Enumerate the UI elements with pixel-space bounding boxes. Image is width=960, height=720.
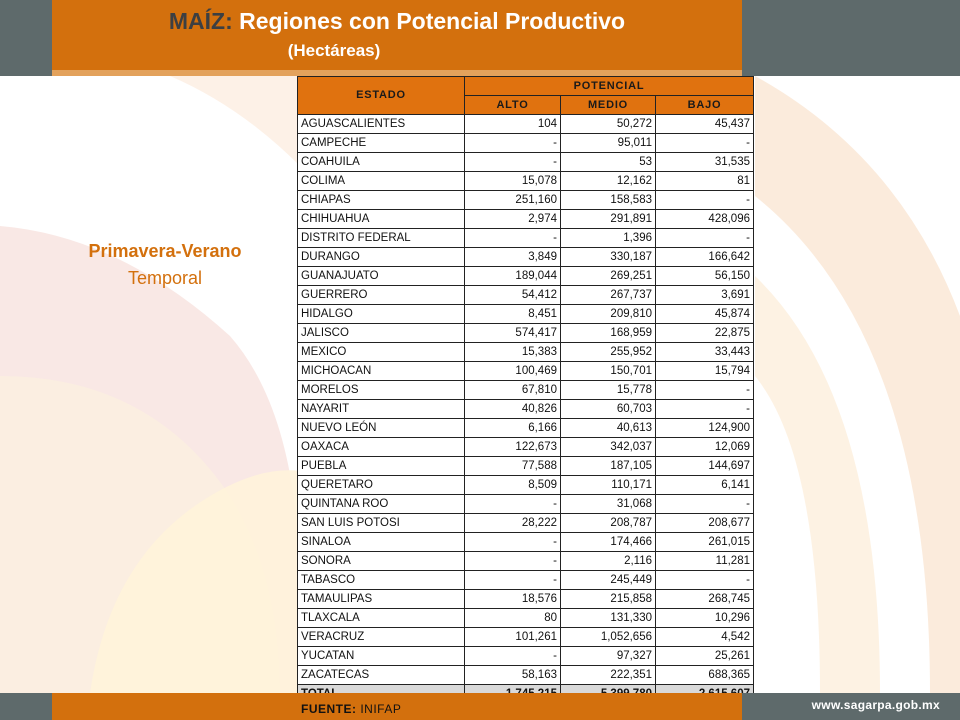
cell-bajo: - [656,381,754,400]
cell-alto: - [465,134,561,153]
cell-bajo: 261,015 [656,533,754,552]
table-row [298,609,754,628]
cell-alto: - [465,229,561,248]
cell-medio: 53 [561,153,656,172]
cell-alto: 15,383 [465,343,561,362]
cell-medio: 209,810 [561,305,656,324]
table-row [298,381,754,400]
cell-alto: 101,261 [465,628,561,647]
cell-estado: VERACRUZ [298,628,465,647]
cell-bajo: - [656,134,754,153]
cell-estado: SINALOA [298,533,465,552]
cell-alto: 2,974 [465,210,561,229]
table-row [298,210,754,229]
header-bajo: BAJO [656,96,754,115]
potential-table [297,76,754,704]
website-url: www.sagarpa.gob.mx [811,698,940,712]
cell-estado: OAXACA [298,438,465,457]
cell-bajo: 124,900 [656,419,754,438]
cell-alto: - [465,571,561,590]
cell-alto: - [465,495,561,514]
table-row [298,172,754,191]
cell-medio: 245,449 [561,571,656,590]
cell-medio: 255,952 [561,343,656,362]
table-header-row [298,77,754,96]
cell-estado: GUANAJUATO [298,267,465,286]
cell-estado: DURANGO [298,248,465,267]
cell-bajo: 144,697 [656,457,754,476]
cell-alto: 6,166 [465,419,561,438]
cell-medio: 174,466 [561,533,656,552]
cell-bajo: 6,141 [656,476,754,495]
cell-estado: ZACATECAS [298,666,465,685]
source-label: FUENTE: [301,702,357,716]
regime-label: Temporal [127,268,203,288]
cell-estado: TABASCO [298,571,465,590]
table-row [298,267,754,286]
cell-bajo: 688,365 [656,666,754,685]
table-row [298,476,754,495]
cell-medio: 110,171 [561,476,656,495]
table-row [298,495,754,514]
cell-medio: 222,351 [561,666,656,685]
cell-medio: 267,737 [561,286,656,305]
header-potencial: POTENCIAL [465,77,754,96]
title-accent: MAÍZ: [168,8,233,34]
page-subtitle: (Hectáreas) [287,41,381,60]
table-body [298,115,754,685]
cell-alto: 58,163 [465,666,561,685]
cell-estado: PUEBLA [298,457,465,476]
table-row [298,400,754,419]
cell-alto: 28,222 [465,514,561,533]
header-medio: MEDIO [561,96,656,115]
cell-estado: NAYARIT [298,400,465,419]
cell-medio: 291,891 [561,210,656,229]
cell-estado: GUERRERO [298,286,465,305]
cell-bajo: 81 [656,172,754,191]
table-row [298,438,754,457]
cell-medio: 208,787 [561,514,656,533]
cell-bajo: 25,261 [656,647,754,666]
cell-bajo: 208,677 [656,514,754,533]
cell-alto: 15,078 [465,172,561,191]
cell-alto: 18,576 [465,590,561,609]
source-note [301,702,401,716]
cell-bajo: 428,096 [656,210,754,229]
header-side-block-left [0,0,52,76]
cell-estado: YUCATAN [298,647,465,666]
cell-bajo: - [656,191,754,210]
cell-bajo: 166,642 [656,248,754,267]
cell-medio: 97,327 [561,647,656,666]
cell-estado: NUEVO LEÓN [298,419,465,438]
cell-bajo: 56,150 [656,267,754,286]
title-text: Regiones con Potencial Productivo [232,8,626,34]
cell-medio: 158,583 [561,191,656,210]
cell-estado: HIDALGO [298,305,465,324]
cell-estado: SAN LUIS POTOSI [298,514,465,533]
header-estado: ESTADO [298,77,465,115]
cell-medio: 1,396 [561,229,656,248]
cell-bajo: 11,281 [656,552,754,571]
cell-alto: 189,044 [465,267,561,286]
cell-bajo: 33,443 [656,343,754,362]
cell-alto: 67,810 [465,381,561,400]
cell-alto: - [465,647,561,666]
cell-bajo: 45,874 [656,305,754,324]
table-row [298,552,754,571]
cell-alto: 80 [465,609,561,628]
table-row [298,514,754,533]
cell-medio: 187,105 [561,457,656,476]
cell-alto: 3,849 [465,248,561,267]
cell-medio: 269,251 [561,267,656,286]
header-side-block-right [742,0,960,76]
cell-alto: 77,588 [465,457,561,476]
cell-alto: 251,160 [465,191,561,210]
cell-estado: MEXICO [298,343,465,362]
cell-estado: TAMAULIPAS [298,590,465,609]
cell-estado: MICHOACAN [298,362,465,381]
cell-medio: 131,330 [561,609,656,628]
page-title [52,8,742,35]
source-value: INIFAP [356,702,402,716]
cell-medio: 1,052,656 [561,628,656,647]
table-row [298,343,754,362]
cell-medio: 2,116 [561,552,656,571]
cell-bajo: 22,875 [656,324,754,343]
cell-estado: COAHUILA [298,153,465,172]
cell-estado: CHIAPAS [298,191,465,210]
table-row [298,628,754,647]
cell-estado: QUERETARO [298,476,465,495]
cell-alto: 8,451 [465,305,561,324]
cell-medio: 31,068 [561,495,656,514]
cell-medio: 40,613 [561,419,656,438]
cell-estado: TLAXCALA [298,609,465,628]
cell-alto: 8,509 [465,476,561,495]
table-row [298,571,754,590]
cell-medio: 330,187 [561,248,656,267]
table-row [298,419,754,438]
cell-alto: - [465,552,561,571]
cell-medio: 95,011 [561,134,656,153]
cell-bajo: 45,437 [656,115,754,134]
table-row [298,286,754,305]
cell-alto: 574,417 [465,324,561,343]
cell-alto: 122,673 [465,438,561,457]
cell-bajo: - [656,400,754,419]
cell-medio: 342,037 [561,438,656,457]
table-row [298,134,754,153]
cell-medio: 15,778 [561,381,656,400]
cell-estado: QUINTANA ROO [298,495,465,514]
table-row [298,305,754,324]
cell-alto: 104 [465,115,561,134]
cell-alto: 54,412 [465,286,561,305]
header-alto: ALTO [465,96,561,115]
cell-bajo: - [656,571,754,590]
cell-estado: AGUASCALIENTES [298,115,465,134]
table-row [298,533,754,552]
cell-bajo: 3,691 [656,286,754,305]
cell-bajo: 10,296 [656,609,754,628]
cell-alto: 100,469 [465,362,561,381]
season-label: Primavera-Verano [88,241,242,261]
cell-medio: 12,162 [561,172,656,191]
cell-bajo: 4,542 [656,628,754,647]
table-row [298,115,754,134]
potential-table-container [297,76,754,704]
cell-estado: COLIMA [298,172,465,191]
cell-estado: SONORA [298,552,465,571]
cell-alto: - [465,533,561,552]
table-row [298,324,754,343]
cell-estado: CAMPECHE [298,134,465,153]
cell-bajo: 268,745 [656,590,754,609]
table-row [298,590,754,609]
cell-medio: 60,703 [561,400,656,419]
table-row [298,457,754,476]
table-row [298,666,754,685]
table-row [298,248,754,267]
cell-medio: 150,701 [561,362,656,381]
cell-medio: 215,858 [561,590,656,609]
cell-estado: DISTRITO FEDERAL [298,229,465,248]
cell-alto: 40,826 [465,400,561,419]
table-row [298,153,754,172]
table-row [298,362,754,381]
cell-bajo: 12,069 [656,438,754,457]
table-row [298,647,754,666]
cell-bajo: 31,535 [656,153,754,172]
table-row [298,229,754,248]
cell-estado: MORELOS [298,381,465,400]
cell-bajo: - [656,229,754,248]
cell-estado: CHIHUAHUA [298,210,465,229]
cell-medio: 168,959 [561,324,656,343]
cell-bajo: - [656,495,754,514]
cell-medio: 50,272 [561,115,656,134]
cell-estado: JALISCO [298,324,465,343]
table-row [298,191,754,210]
cell-alto: - [465,153,561,172]
cell-bajo: 15,794 [656,362,754,381]
